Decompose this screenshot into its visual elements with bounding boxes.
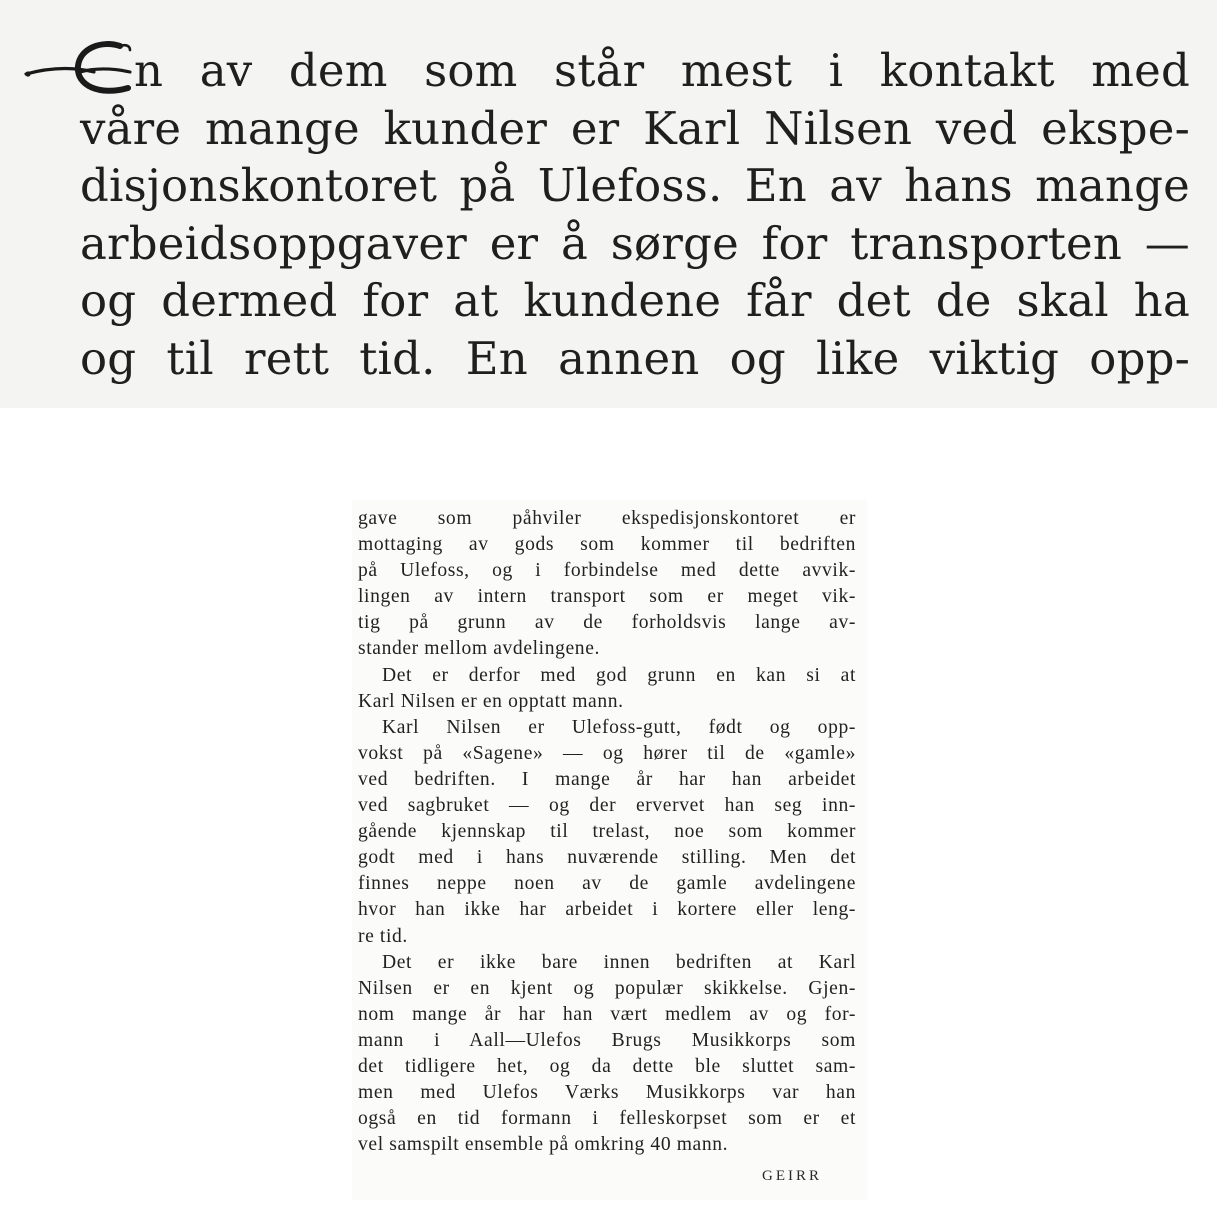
body-line: re tid. <box>358 925 408 947</box>
body-line: mottaging av gods som kommer til bedriften <box>358 534 856 556</box>
body-line: ved sagbruket — og der ervervet han seg inn- <box>358 795 856 817</box>
body-line: på Ulefoss, og i forbindelse med dette avvik- <box>358 560 856 582</box>
article-column <box>358 506 856 1158</box>
body-line: det tidligere het, og da dette ble sluttet sam- <box>358 1055 856 1077</box>
lead-line: våre mange kunder er Karl Nilsen ved ekspe- <box>80 101 1190 155</box>
body-line: gave som påhviler ekspedisjonskontoret er <box>358 508 856 529</box>
lead-line: disjonskontoret på Ulefoss. En av hans mange <box>80 159 1190 212</box>
body-line: mann i Aall—Ulefos Brugs Musikkorps som <box>358 1029 856 1051</box>
body-line: vokst på «Sagene» — og hører til de «gamle» <box>358 742 856 764</box>
body-line: også en tid formann i felleskorpset som er et <box>358 1108 856 1130</box>
body-line: stander mellom avdelingene. <box>358 638 600 660</box>
body-line: Nilsen er en kjent og populær skikkelse. Gjen- <box>358 977 856 999</box>
lead-line: og til rett tid. En annen og like viktig opp- <box>80 331 1190 385</box>
lead-paragraph <box>80 42 1190 387</box>
body-line: Det er ikke bare innen bedriften at Karl <box>382 951 856 973</box>
body-line: gående kjennskap til trelast, noe som kommer <box>358 821 856 843</box>
body-line: lingen av intern transport som er meget vik- <box>358 586 856 608</box>
body-line: ved bedriften. I mange år har han arbeidet <box>358 768 856 790</box>
body-line: nom mange år har han vært medlem av og for- <box>358 1003 856 1025</box>
body-line: tig på grunn av de forholdsvis lange av- <box>358 612 856 634</box>
body-line: hvor han ikke har arbeidet i kortere eller leng- <box>358 899 856 921</box>
body-line: godt med i hans nuværende stilling. Men det <box>358 847 856 869</box>
lead-line: arbeidsoppgaver er å sørge for transporten — <box>80 216 1190 270</box>
body-line: Karl Nilsen er Ulefoss-gutt, født og opp- <box>382 716 856 738</box>
body-line: men med Ulefos Værks Musikkorps var han <box>358 1082 856 1104</box>
body-line: Karl Nilsen er en opptatt mann. <box>358 690 624 712</box>
body-line: finnes neppe noen av de gamle avdelingene <box>358 873 856 895</box>
lead-line: og dermed for at kundene får det de skal ha <box>80 274 1190 327</box>
lead-line: n av dem som står mest i kontakt med <box>134 44 1190 97</box>
author-signature: GEIRR <box>762 1168 822 1184</box>
body-line: vel samspilt ensemble på omkring 40 mann. <box>358 1134 729 1156</box>
body-line: Det er derfor med god grunn en kan si at <box>382 664 856 686</box>
